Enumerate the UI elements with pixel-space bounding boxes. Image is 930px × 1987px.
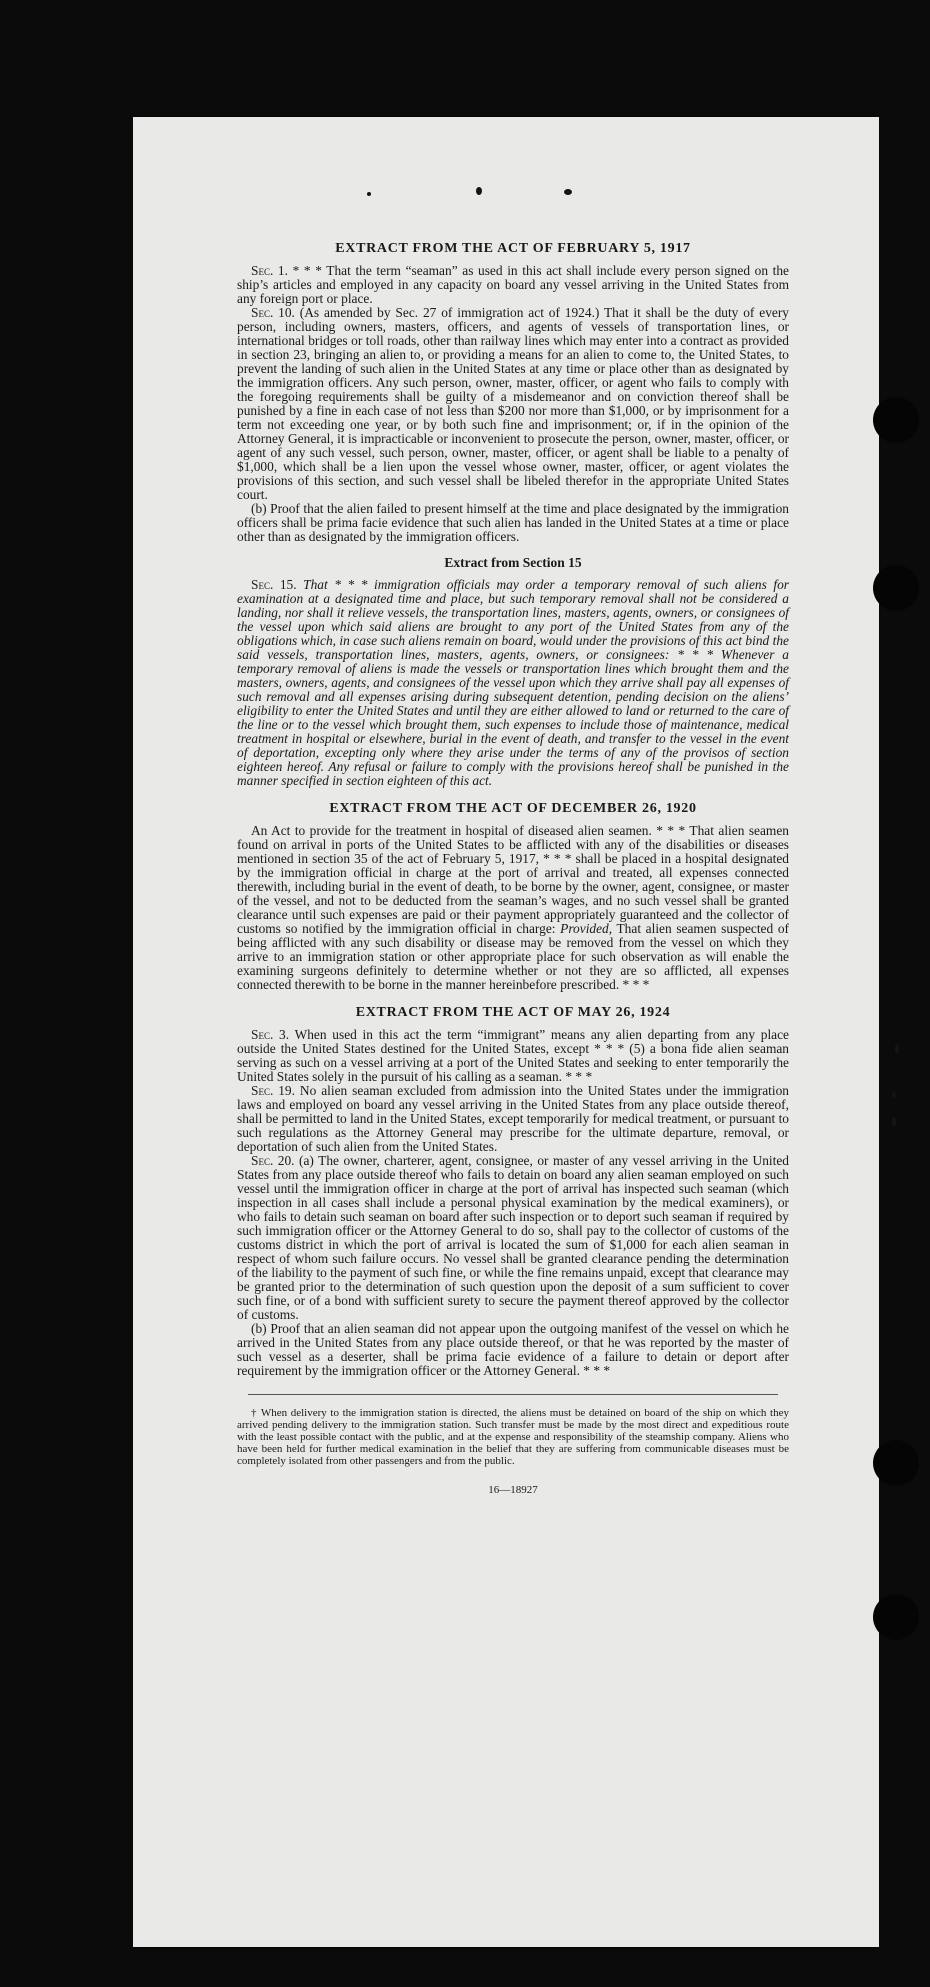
paragraph-text: (a) The owner, charterer, agent, consignee, or master of any vessel arriving in the United States from any place outside thereof who fails to detain on board any alien seaman employed on such vessel until the immigration officer in charge at the port of arrival has inspected such seaman (which inspection in all cases shall include a personal physical examination by the medical examiners), or who fails to detain such seaman on board after such inspection or to deport such seaman if required by such immigration officer or the Attorney General to do so, shall pay to the collector of customs of the customs district in which the port of arrival is located the sum of $1,000 for each alien seaman in respect of whom such failure occurs. No vessel shall be granted clearance pending the determination of the liability to the payment of such fine, or while the fine remains unpaid, except that clearance may be granted prior to the determination of such question upon the deposit of a sum sufficient to cover such fine, or of a bond with sufficient surety to secure the payment thereof approved by the collector of customs. — [237, 1153, 789, 1322]
paragraph-sec-19 — [237, 1084, 789, 1154]
paragraph-sec-15 — [237, 578, 789, 788]
paragraph-text: (As amended by Sec. 27 of immigration act of 1924.) That it shall be the duty of every person, including owners, masters, officers, and agents of vessels of transportation lines, or international bridges or toll roads, other than railway lines which may enter into a contract as provided in section 23, bringing an alien to, or providing a means for an alien to come to, the United States, to prevent the landing of such alien in the United States at any time or place other than as designated by the immigration officers. Any such person, owner, master, officer, or agent who fails to comply with the foregoing requirements shall be guilty of a misdemeanor and on conviction thereof shall be punished by a fine in each case of not less than $200 nor more than $1,000, or by imprisonment for a term not exceeding one year, or by both such fine and imprisonment; or, if in the opinion of the Attorney General, it is impracticable or inconvenient to prosecute the person, owner, master, officer, or agent of any such vessel, such person, owner, master, officer, or agent shall be liable to a penalty of $1,000, which shall be a lien upon the vessel whose owner, master, officer, or agent violates the provisions of this section, and such vessel shall be libeled therefor in the appropriate United States court. — [237, 305, 789, 502]
heading-act-1924: EXTRACT FROM THE ACT OF MAY 26, 1924 — [355, 1005, 671, 1020]
paragraph-sec-10 — [237, 306, 789, 502]
section-label: Sec. 3. — [251, 1027, 290, 1042]
proviso-label: Provided, — [560, 921, 613, 936]
section-label: Sec. 15. — [251, 577, 297, 592]
footnote: † When delivery to the immigration station is directed, the aliens must be detained on board of the ship on which they arrived pending delivery to the immigration station. Such transfer must be made by the most direct and expeditious route with the least possible contact with the public, and at the expense and responsibility of the steamship company. Aliens who have been held for further medical examination in the belief that they are suffering from communicable diseases must be completely isolated from other passengers and from the public. — [237, 1407, 789, 1467]
document-page — [133, 117, 879, 1947]
paragraph-sec-3 — [237, 1028, 789, 1084]
paragraph-sec-20 — [237, 1154, 789, 1322]
paragraph-text: That alien seamen suspected of being afflicted with any such disability or disease may be removed from the vessel on which they arrive to an immigration station or other appropriate place for such observation as will enable the examining surgeons definitely to determine whether or not they are so afflicted, all expenses connected therewith to be borne in the manner hereinbefore prescribed. * * * — [237, 921, 789, 992]
ink-mark — [476, 187, 482, 195]
punch-hole-2 — [873, 565, 919, 611]
paragraph-text: * * * That the term “seaman” as used in this act shall include every person signed on the ship’s articles and employed in any capacity on board any vessel arriving in the United States from any foreign port or place. — [237, 263, 789, 306]
paragraph-text: No alien seaman excluded from admission into the United States under the immigration laws and employed on board any vessel arriving in the United States from any place outside thereof, shall be permitted to land in the United States, except temporarily for medical treatment, or pursuant to such regulations as the Attorney General may prescribe for the ultimate departure, removal, or deportation of such alien from the United States. — [237, 1083, 789, 1154]
punch-hole-1 — [873, 397, 919, 443]
heading-act-1917: EXTRACT FROM THE ACT OF FEBRUARY 5, 1917 — [335, 241, 691, 256]
paragraph-sec-1 — [237, 264, 789, 306]
section-label: Sec. 20. — [251, 1153, 295, 1168]
section-label: Sec. 10. — [251, 305, 295, 320]
ink-mark — [892, 1117, 896, 1127]
paragraph-text: When used in this act the term “immigrant” means any alien departing from any place outside the United States destined for the United States, except * * * (5) a bona fide alien seaman serving as such on a vessel arriving at a port of the United States and seeking to enter temporarily the United States solely in the pursuit of his calling as a seaman. * * * — [237, 1027, 790, 1084]
paragraph-text: That * * * immigration officials may order a temporary removal of such aliens for examination at a designated time and place, but such temporary removal shall not be considered a landing, nor shall it relieve vessels, the transportation lines, masters, agents, owners, or consignees of the vessel upon which said aliens are brought to any port of the United States from any of the obligations which, in case such aliens remain on board, would under the provisions of this act bind the said vessels, transportation lines, masters, agents, owners, or consignees: * * * Whenever a temporary removal of aliens is made the vessels or transportation lines which brought them and the masters, owners, agents, and consignees of the vessel upon which they arrive shall pay all expenses of such removal and all expenses arising during subsequent detention, pending decision on the aliens’ eligibility to enter the United States and until they are either allowed to land or returned to the care of the line or to the vessel which brought them, such expenses to include those of maintenance, medical treatment in hospital or elsewhere, burial in the event of death, and transfer to the vessel in the event of deportation, excepting only where they arise under the terms of any of the provisos of section eighteen hereof. Any refusal or failure to comply with the provisions hereof shall be punished in the manner specified in section eighteen of this act. — [237, 577, 789, 788]
section-label: Sec. 19. — [251, 1083, 295, 1098]
heading-section-15: Extract from Section 15 — [444, 555, 582, 570]
document-body — [237, 242, 789, 1497]
ink-mark — [564, 189, 572, 195]
paragraph-sec-20-b: (b) Proof that an alien seaman did not appear upon the outgoing manifest of the vessel on which he arrived in the United States from any place outside thereof, or that he was reported by the master of such vessel as a deserter, shall be prima facie evidence of a failure to detain or deport after requirement by the immigration officer or the Attorney General. * * * — [237, 1321, 789, 1378]
paragraph-sec-10-b: (b) Proof that the alien failed to present himself at the time and place designated by the immigration officers shall be prima facie evidence that such alien has landed in the United States at a time or place other than as designated by the immigration officers. — [237, 501, 789, 544]
ink-mark — [895, 1044, 899, 1054]
paragraph-text: An Act to provide for the treatment in hospital of diseased alien seamen. * * * That alien seamen found on arrival in ports of the United States to be afflicted with any of the disabilities or diseases mentioned in section 35 of the act of February 5, 1917, * * * shall be placed in a hospital designated by the immigration official in charge at the port of arrival and treated, all expenses connected therewith, including burial in the event of death, to be borne by the owner, agent, consignee, or master of the vessel, and not to be deducted from the seaman’s wages, and no such vessel shall be granted clearance until such expenses are paid or their payment appropriately guaranteed and the collector of customs so notified by the immigration official in charge: — [237, 823, 789, 936]
heading-act-1920: EXTRACT FROM THE ACT OF DECEMBER 26, 1920 — [329, 801, 697, 816]
ink-mark — [892, 1092, 896, 1098]
footnote-divider — [248, 1394, 778, 1395]
section-label: Sec. 1. — [251, 263, 288, 278]
punch-hole-4 — [873, 1594, 919, 1640]
page-number: 16—18927 — [488, 1484, 538, 1496]
ink-mark — [367, 192, 371, 196]
punch-hole-3 — [873, 1440, 919, 1486]
paragraph-act-1920 — [237, 824, 789, 992]
